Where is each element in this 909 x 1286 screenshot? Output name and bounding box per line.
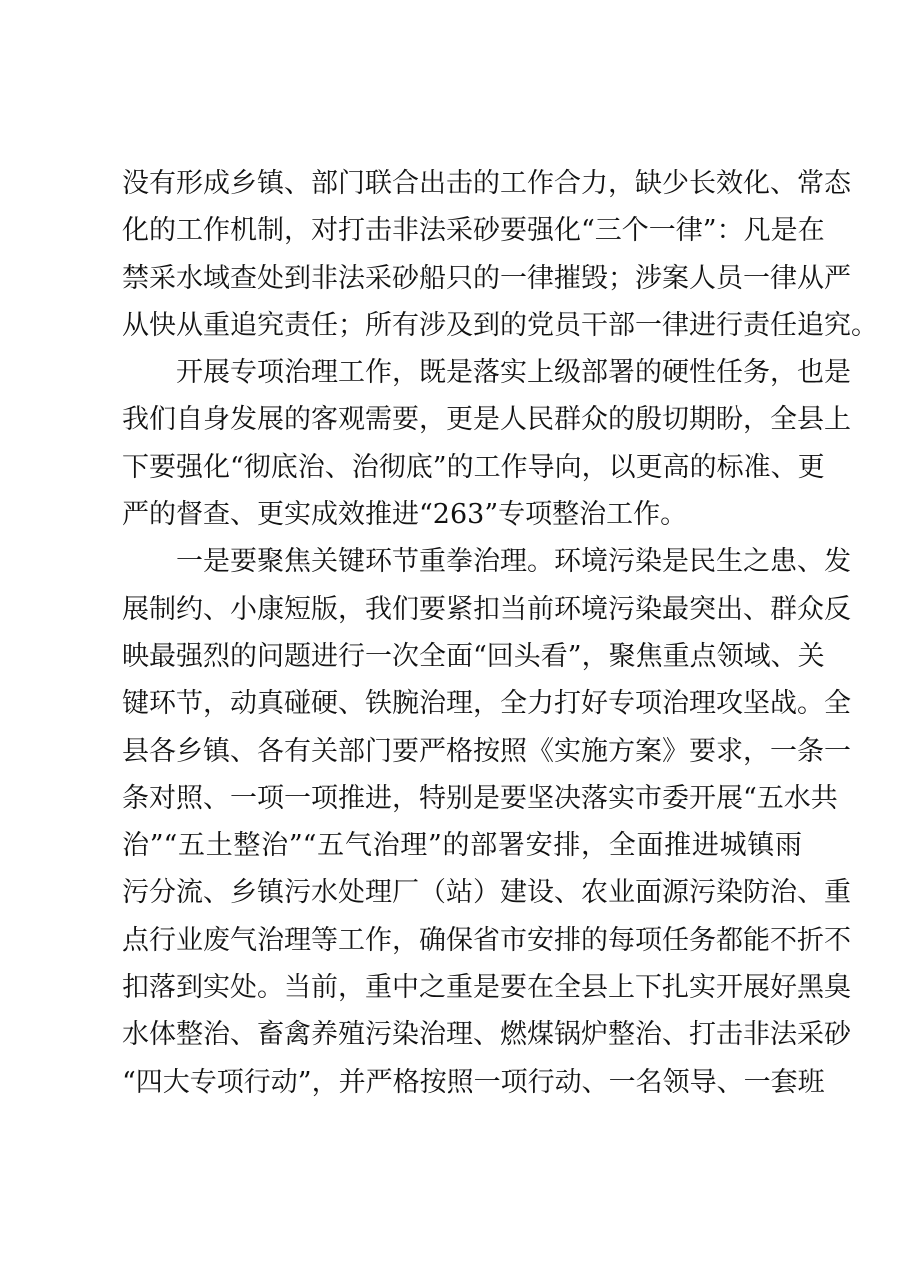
text-line: 污分流、乡镇污水处理厂（站）建设、农业面源污染防治、重 [122,877,851,909]
text-line: 映最强烈的问题进行一次全面“回头看”，聚焦重点领域、关 [122,640,825,672]
text-line: 开展专项治理工作，既是落实上级部署的硬性任务，也是 [176,357,851,389]
text-line: 县各乡镇、各有关部门要严格按照《实施方案》要求，一条一 [122,735,851,767]
text-line: 展制约、小康短版，我们要紧扣当前环境污染最突出、群众反 [122,593,851,625]
text-line: 禁采水域查处到非法采砂船只的一律摧毁；涉案人员一律从严 [122,262,851,294]
text-line: 没有形成乡镇、部门联合出击的工作合力，缺少长效化、常态 [122,168,851,199]
text-line: 一是要聚焦关键环节重拳治理。环境污染是民生之患、发 [176,546,851,578]
text-line: 下要强化“彻底治、治彻底”的工作导向，以更高的标准、更 [122,451,825,483]
text-line: 点行业废气治理等工作，确保省市安排的每项任务都能不折不 [122,924,851,956]
text-line: 从快从重追究责任；所有涉及到的党员干部一律进行责任追究。 [122,309,878,341]
body-text [122,160,878,1106]
text-line: 键环节，动真碰硬、铁腕治理，全力打好专项治理攻坚战。全 [122,688,851,720]
text-line: 我们自身发展的客观需要，更是人民群众的殷切期盼，全县上 [122,404,851,436]
text-line: 扣落到实处。当前，重中之重是要在全县上下扎实开展好黑臭 [122,972,851,1004]
text-line: “四大专项行动”，并严格按照一项行动、一名领导、一套班 [122,1066,825,1098]
text-line: 水体整治、畜禽养殖污染治理、燃煤锅炉整治、打击非法采砂 [122,1019,851,1051]
text-line: 治”“五土整治”“五气治理”的部署安排，全面推进城镇雨 [122,830,802,862]
text-line: 严的督查、更实成效推进“263”专项整治工作。 [122,499,688,531]
text-line: 条对照、一项一项推进，特别是要坚决落实市委开展“五水共 [122,782,838,814]
text-line: 化的工作机制，对打击非法采砂要强化“三个一律”：凡是在 [122,215,825,247]
